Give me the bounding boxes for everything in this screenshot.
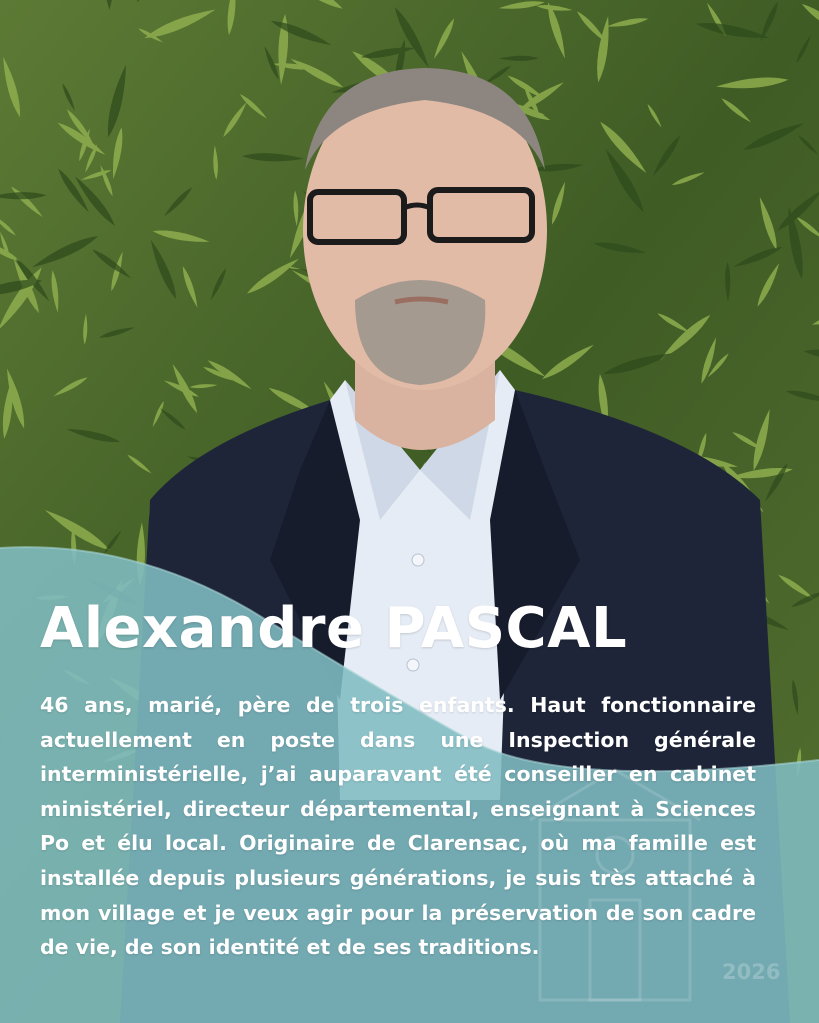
watermark-year: 2026 xyxy=(722,960,781,984)
candidate-bio: 46 ans, marié, père de trois enfants. Haut fonctionnaire actuellement en poste dans une Inspection générale interministérielle, j’ai auparavant été conseiller en cabinet ministériel, directeur départemental, enseignant à Sciences Po et élu local. Originaire de Clarensac, où ma famille est installée depuis plusieurs générations, je suis très attaché à mon village et je veux agir pour la préservation de son cadre de vie, de son identité et de ses traditions. xyxy=(40,693,756,960)
candidate-name: Alexandre PASCAL xyxy=(40,596,628,661)
